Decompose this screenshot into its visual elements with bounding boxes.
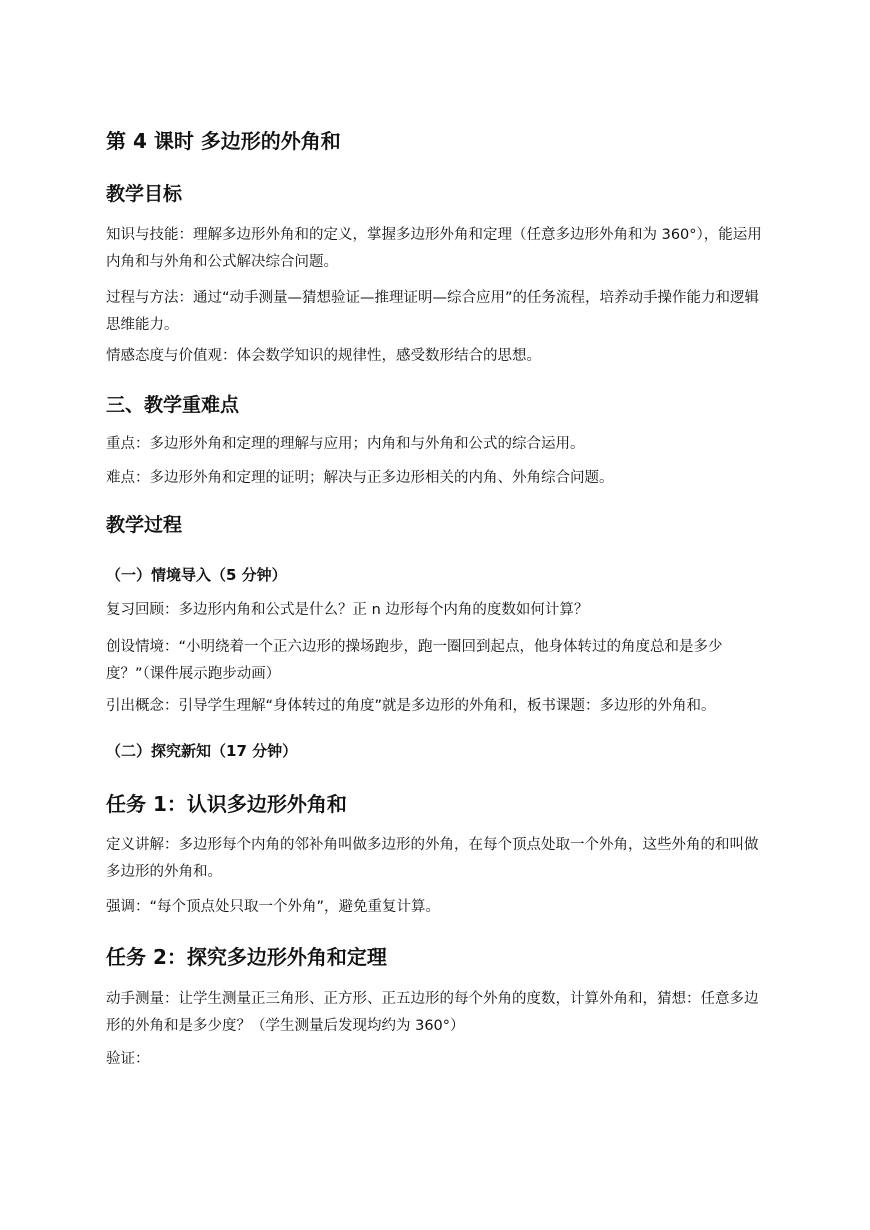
explore-heading: （二）探究新知（17 分钟） xyxy=(106,742,298,760)
objective-knowledge: 知识与技能：理解多边形外角和的定义，掌握多边形外角和定理（任意多边形外角和为 360°），能运用内角和与外角和公式解决综合问题。 xyxy=(106,227,762,270)
task1-heading: 任务 1：认识多边形外角和 xyxy=(106,792,347,816)
key-point-focus: 重点：多边形外角和定理的理解与应用；内角和与外角和公式的综合运用。 xyxy=(106,436,585,452)
objective-process: 过程与方法：通过“动手测量—猜想验证—推理证明—综合应用”的任务流程，培养动手操作能力和逻辑思维能力。 xyxy=(106,290,760,333)
intro-heading: （一）情境导入（5 分钟） xyxy=(106,566,287,584)
intro-concept: 引出概念：引导学生理解“身体转过的角度”就是多边形的外角和，板书课题：多边形的外角和。 xyxy=(106,698,716,714)
lesson-title: 第 4 课时 多边形的外角和 xyxy=(106,129,341,153)
task2-measure: 动手测量：让学生测量正三角形、正方形、正五边形的每个外角的度数，计算外角和，猜想：任意多边形的外角和是多少度？（学生测量后发现均约为 360°） xyxy=(106,991,759,1034)
intro-review: 复习回顾：多边形内角和公式是什么？正 n 边形每个内角的度数如何计算？ xyxy=(106,602,589,618)
task2-heading: 任务 2：探究多边形外角和定理 xyxy=(106,945,387,969)
task1-definition: 定义讲解：多边形每个内角的邻补角叫做多边形的外角，在每个顶点处取一个外角，这些外角的和叫做多边形的外角和。 xyxy=(106,837,759,880)
objective-emotion: 情感态度与价值观：体会数学知识的规律性，感受数形结合的思想。 xyxy=(106,348,541,364)
task2-verify: 验证： xyxy=(106,1051,150,1067)
objectives-heading: 教学目标 xyxy=(106,183,183,205)
key-point-difficulty: 难点：多边形外角和定理的证明；解决与正多边形相关的内角、外角综合问题。 xyxy=(106,470,614,486)
process-heading: 教学过程 xyxy=(106,514,183,536)
key-points-heading: 三、教学重难点 xyxy=(106,394,240,416)
intro-scenario: 创设情境：“小明绕着一个正六边形的操场跑步，跑一圈回到起点，他身体转过的角度总和是多少度？”（课件展示跑步动画） xyxy=(106,639,723,682)
task1-emphasis: 强调：“每个顶点处只取一个外角”，避免重复计算。 xyxy=(106,899,441,915)
